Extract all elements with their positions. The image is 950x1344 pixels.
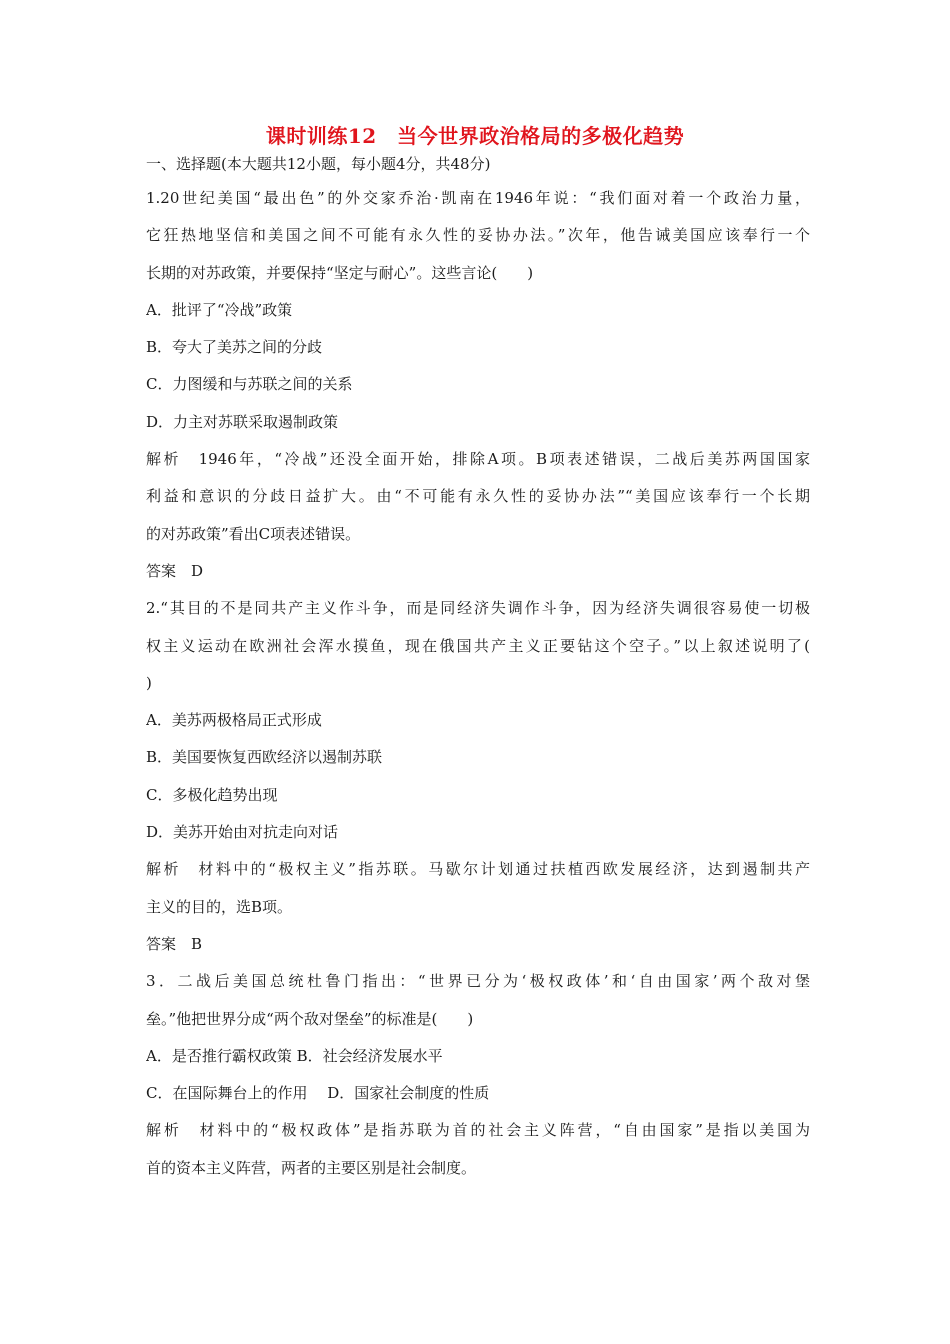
question-stem-line: 3．二战后美国总统杜鲁门指出：“世界已分为‘极权政体’和‘自由国家’两个敌对堡 bbox=[146, 972, 810, 991]
question-1 bbox=[146, 185, 810, 595]
analysis-line: 主义的目的，选B项。 bbox=[146, 897, 293, 916]
page-title: 课时训练12 当今世界政治格局的多极化趋势 bbox=[265, 124, 685, 148]
question-stem-line: 2.“其目的不是同共产主义作斗争，而是同经济失调作斗争，因为经济失调很容易使一切极 bbox=[146, 599, 810, 618]
analysis-line: 的对苏政策”看出C项表述错误。 bbox=[146, 524, 361, 543]
option-a: A．美苏两极格局正式形成 bbox=[146, 711, 322, 730]
analysis-line: 解析 材料中的“极权主义”指苏联。马歇尔计划通过扶植西欧发展经济，达到遏制共产 bbox=[146, 860, 810, 879]
question-3 bbox=[146, 968, 810, 1192]
option-b: B．夸大了美苏之间的分歧 bbox=[146, 338, 323, 357]
question-stem-line: 权主义运动在欧洲社会浑水摸鱼，现在俄国共产主义正要钻这个空子。”以上叙述说明了( bbox=[146, 636, 810, 655]
analysis-line: 解析 1946年，“冷战”还没全面开始，排除A项。B项表述错误，二战后美苏两国国家 bbox=[146, 450, 810, 469]
question-stem-line: 1.20世纪美国“最出色”的外交家乔治·凯南在1946年说：“我们面对着一个政治力量， bbox=[146, 189, 810, 207]
answer-line: 答案 B bbox=[146, 934, 203, 953]
answer-line: 答案 D bbox=[146, 561, 204, 580]
question-stem-line: 长期的对苏政策，并要保持“坚定与耐心”。这些言论( ) bbox=[146, 263, 534, 282]
option-c-d: C．在国际舞台上的作用 D．国家社会制度的性质 bbox=[146, 1084, 490, 1103]
analysis-line: 解析 材料中的“极权政体”是指苏联为首的社会主义阵营，“自由国家”是指以美国为 bbox=[146, 1121, 810, 1140]
option-d: D．力主对苏联采取遏制政策 bbox=[146, 412, 339, 431]
option-a-b: A．是否推行霸权政策 B．社会经济发展水平 bbox=[146, 1046, 443, 1065]
option-a: A．批评了“冷战”政策 bbox=[146, 300, 293, 319]
document-body bbox=[146, 151, 810, 1192]
option-b: B．美国要恢复西欧经济以遏制苏联 bbox=[146, 748, 383, 767]
option-c: C．力图缓和与苏联之间的关系 bbox=[146, 375, 353, 394]
question-2 bbox=[146, 595, 810, 968]
question-stem-line: 垒。”他把世界分成“两个敌对堡垒”的标准是( ) bbox=[146, 1009, 474, 1028]
question-stem-line: ) bbox=[146, 673, 152, 692]
option-c: C．多极化趋势出现 bbox=[146, 785, 278, 804]
question-stem-line: 它狂热地坚信和美国之间不可能有永久性的妥协办法。”次年，他告诫美国应该奉行一个 bbox=[146, 226, 810, 245]
analysis-line: 首的资本主义阵营，两者的主要区别是社会制度。 bbox=[146, 1158, 477, 1177]
analysis-line: 利益和意识的分歧日益扩大。由“不可能有永久性的妥协办法”“美国应该奉行一个长期 bbox=[146, 487, 810, 506]
section-heading: 一、选择题(本大题共12小题，每小题4分，共48分) bbox=[146, 155, 491, 173]
option-d: D．美苏开始由对抗走向对话 bbox=[146, 823, 339, 842]
